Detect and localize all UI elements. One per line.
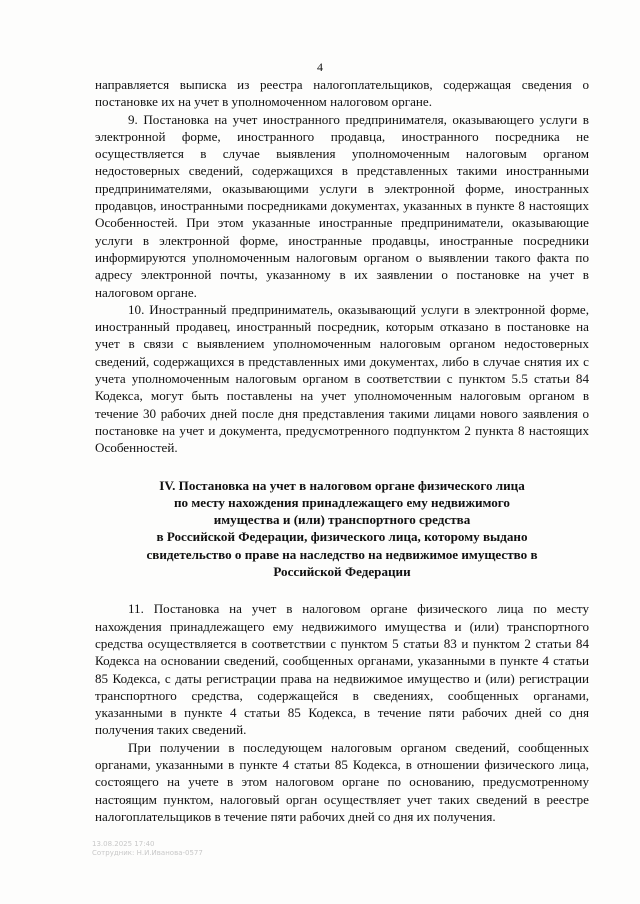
paragraph-clause-9: 9. Постановка на учет иностранного предпринимателя, оказывающего услуги в электронной форме, иностранного продавца, иностранного посредника не осуществляется в случае выявления уполномоченным налоговым органом недостоверных сведений, содержащихся в представленных такими иностранными предпринимателями, оказывающими услуги в электронной форме, иностранных продавцов, иностранными посредниками документах, указанных в пункте 8 настоящих Особенностей. При этом указанные иностранные предприниматели, оказывающие услуги в электронной форме, иностранные продавцы, иностранные посредники информируются уполномоченным налоговым органом о выявлении такого факта по адресу электронной почты, указанному в их заявлении о постановке на учет в налоговом органе. — [95, 111, 589, 300]
paragraph-continuation: направляется выписка из реестра налогоплательщиков, содержащая сведения о постановке их на учет в уполномоченном налоговом органе. — [95, 77, 589, 110]
section-heading-line: свидетельство о праве на наследство на недвижимое имущество в — [146, 546, 538, 562]
stamp-timestamp: 13.08.2025 17:40 — [92, 840, 155, 848]
page-number: 4 — [317, 60, 323, 74]
paragraph-clause-11-continued: При получении в последующем налоговым органом сведений, сообщенных органами, указанными в пункте 4 статьи 85 Кодекса, в отношении физического лица, состоящего на учете в этом налоговом органе по основанию, предусмотренному настоящим пунктом, налоговый орган осуществляет учет таких сведений в реестре налогоплательщиков в течение пяти рабочих дней со дня их получения. — [95, 739, 589, 824]
paragraph-clause-11: 11. Постановка на учет в налоговом органе физического лица по месту нахождения принадлежащего ему недвижимого имущества и (или) транспортного средства осуществляется в соответствии с пунктом 5 статьи 83 и пунктом 2 статьи 84 Кодекса на основании сведений, сообщенных органами, указанными в пункте 4 статьи 85 Кодекса, с даты регистрации права на недвижимое имущество и (или) регистрации транспортного средства, содержащейся в сведениях, сообщенных органами, указанными в пункте 4 статьи 85 Кодекса, в течение пяти рабочих дней со дня получения таких сведений. — [95, 601, 589, 738]
section-heading-line: имущества и (или) транспортного средства — [213, 512, 471, 528]
section-heading-line: Российской Федерации — [273, 564, 411, 580]
document-body — [95, 76, 589, 825]
section-heading — [95, 477, 589, 581]
section-heading-line: IV. Постановка на учет в налоговом органе физического лица — [159, 477, 525, 493]
section-heading-line: в Российской Федерации, физического лица, которому выдано — [156, 529, 528, 545]
stamp-employee: Сотрудник: Н.И.Иванова-0577 — [92, 849, 203, 857]
electronic-signature-stamp — [92, 840, 203, 858]
paragraph-clause-10: 10. Иностранный предприниматель, оказывающий услуги в электронной форме, иностранный продавец, иностранный посредник, которым отказано в постановке на учет в связи с выявлением уполномоченным налоговым органом недостоверных сведений, содержащихся в представленных ими документах, либо в случае снятия их с учета уполномоченным налоговым органом в соответствии с пунктом 5.5 статьи 84 Кодекса, могут быть поставлены на учет уполномоченным налоговым органом в течение 30 рабочих дней после дня представления такими лицами нового заявления о постановке на учет и документа, предусмотренного подпунктом 2 пункта 8 настоящих Особенностей. — [95, 301, 589, 456]
section-heading-line: по месту нахождения принадлежащего ему недвижимого — [174, 494, 510, 510]
